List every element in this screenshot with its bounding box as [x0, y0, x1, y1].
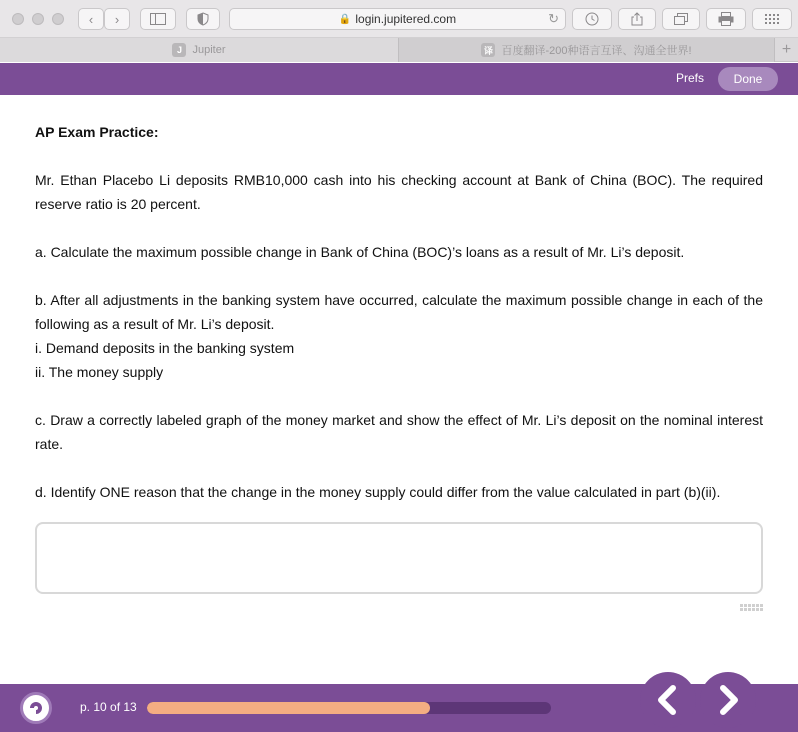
share-icon: [631, 12, 643, 26]
back-chevron-icon: ‹: [88, 11, 94, 27]
print-button[interactable]: [706, 8, 746, 30]
question-heading: AP Exam Practice:: [35, 124, 159, 140]
history-button[interactable]: [572, 8, 612, 30]
address-bar[interactable]: [229, 8, 566, 30]
next-page-button[interactable]: [700, 672, 756, 728]
sidebar-button[interactable]: [140, 8, 176, 30]
zoom-window-button[interactable]: [52, 13, 64, 25]
question-part-b-ii: ii. The money supply: [35, 364, 164, 380]
question-part-b: b. After all adjustments in the banking system have occurred, calculate the maximum possible change in each of the following as a result of Mr. Li’s deposit.: [35, 292, 763, 332]
tab-favicon: J: [172, 43, 186, 57]
lock-icon: 🔒: [338, 13, 352, 25]
shield-icon: [197, 12, 209, 26]
url-text: login.jupitered.com: [355, 12, 457, 26]
question-content: [35, 120, 763, 504]
tab-jupiter[interactable]: [0, 38, 398, 62]
extensions-button[interactable]: [752, 8, 792, 30]
next-arrow-icon: [711, 683, 745, 717]
previous-page-button[interactable]: [640, 672, 696, 728]
jupiter-logo-icon: [27, 699, 45, 717]
question-part-c: c. Draw a correctly labeled graph of the money market and show the effect of Mr. Li’s deposit on the nominal interest rate.: [35, 412, 763, 452]
question-part-d: d. Identify ONE reason that the change in the money supply could differ from the value calculated in part (b)(ii).: [35, 484, 721, 500]
minimize-window-button[interactable]: [32, 13, 44, 25]
close-window-button[interactable]: [12, 13, 24, 25]
progress-fill: [147, 702, 430, 714]
question-intro: Mr. Ethan Placebo Li deposits RMB10,000 cash into his checking account at Bank of China (BOC). The required reserve ratio is 20 percent.: [35, 172, 763, 212]
tab-label: Jupiter: [192, 44, 226, 56]
question-part-b-i: i. Demand deposits in the banking system: [35, 340, 295, 356]
tab-favicon: 译: [481, 43, 495, 57]
forward-chevron-icon: ›: [114, 11, 120, 27]
answer-textarea[interactable]: [35, 522, 763, 594]
tab-overview-button[interactable]: [662, 8, 700, 30]
resize-handle[interactable]: [740, 604, 764, 616]
forward-button[interactable]: [104, 8, 130, 30]
tab-bar: [0, 38, 798, 62]
done-button[interactable]: Done: [718, 67, 778, 91]
tab-label: 百度翻译-200种语言互译、沟通全世界!: [501, 45, 692, 57]
share-button[interactable]: [618, 8, 656, 30]
tabs-icon: [674, 13, 688, 25]
back-button[interactable]: [78, 8, 104, 30]
history-icon: [585, 12, 599, 26]
privacy-button[interactable]: [186, 8, 220, 30]
sidebar-icon: [150, 13, 166, 25]
prev-arrow-icon: [651, 683, 685, 717]
jupiter-logo-icon[interactable]: [20, 692, 52, 724]
reload-icon[interactable]: ↻: [548, 11, 559, 26]
new-tab-button[interactable]: [774, 38, 798, 62]
app-header: [0, 63, 798, 95]
page-indicator: p. 10 of 13: [80, 700, 137, 714]
browser-toolbar: [0, 0, 798, 38]
progress-bar: [147, 702, 551, 714]
extensions-grid-icon: [765, 14, 779, 24]
question-part-a: a. Calculate the maximum possible change in Bank of China (BOC)’s loans as a result of Mr. Li’s deposit.: [35, 244, 685, 260]
prefs-link[interactable]: Prefs: [675, 71, 704, 85]
tab-baidu-translate[interactable]: [398, 38, 774, 62]
plus-icon: +: [781, 41, 792, 58]
print-icon: [718, 12, 734, 26]
